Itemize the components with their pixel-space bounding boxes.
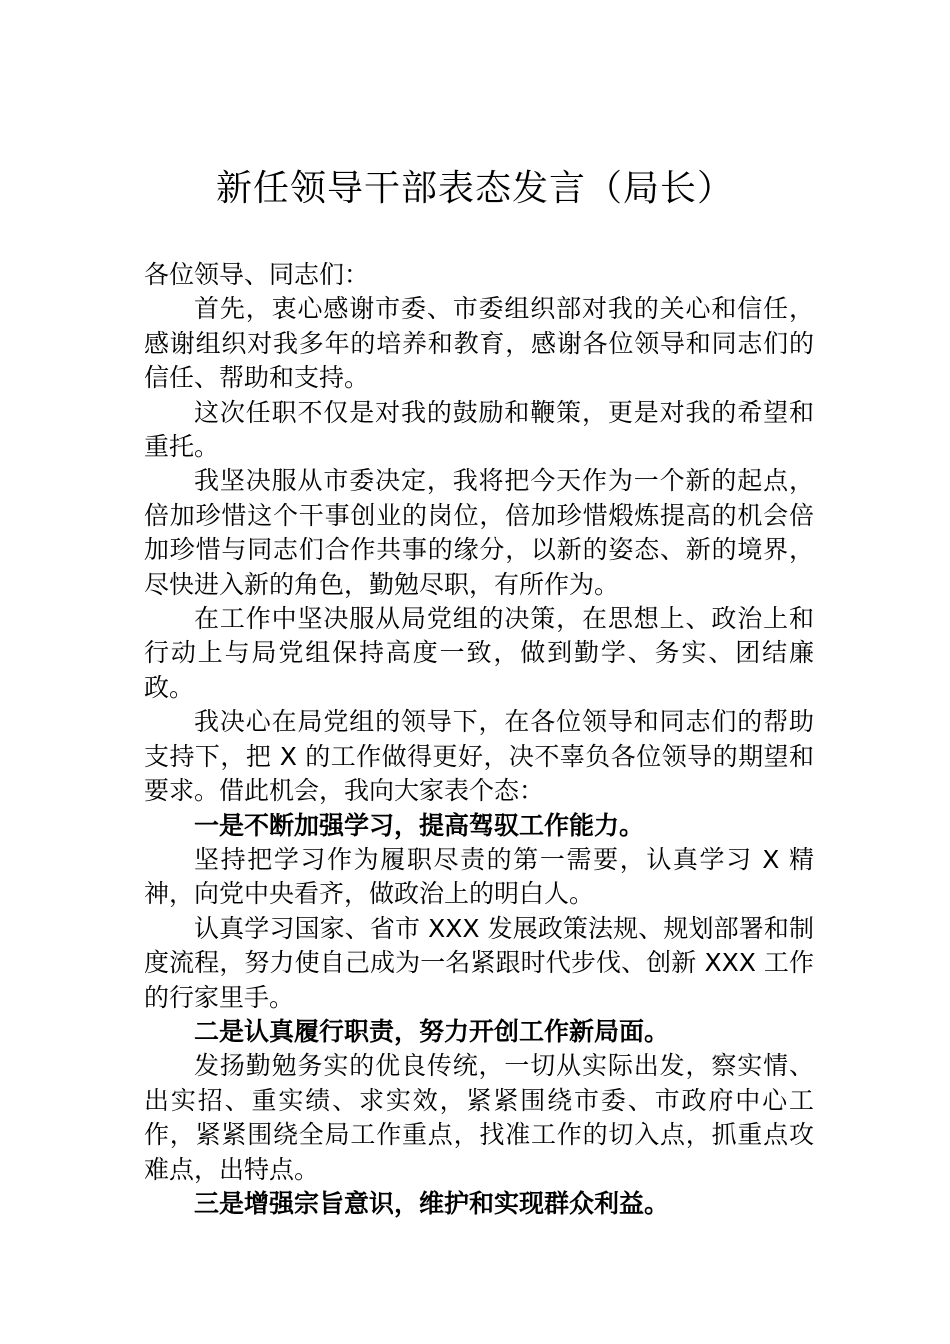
paragraph: 首先，衷心感谢市委、市委组织部对我的关心和信任，感谢组织对我多年的培养和教育，感谢各位领导和同志们的信任、帮助和支持。: [144, 294, 814, 393]
paragraph: 我坚决服从市委决定，我将把今天作为一个新的起点，倍加珍惜这个干事创业的岗位，倍加珍惜煅炼提高的机会倍加珍惜与同志们合作共事的缘分，以新的姿态、新的境界，尽快进入新的角色，勤勉尽职，有所作为。: [144, 466, 814, 599]
section-heading: 一是不断加强学习，提高驾驭工作能力。: [194, 810, 645, 840]
section-heading: 二是认真履行职责，努力开创工作新局面。: [194, 1016, 670, 1046]
paragraph: 这次任职不仅是对我的鼓励和鞭策，更是对我的希望和重托。: [144, 397, 814, 462]
section-heading: 三是增强宗旨意识，维护和实现群众利益。: [194, 1188, 670, 1218]
document-body: [144, 258, 814, 1221]
document-title: 新任领导干部表态发言（局长）: [215, 168, 734, 209]
paragraph: 发扬勤勉务实的优良传统，一切从实际出发，察实情、出实招、重实绩、求实效，紧紧围绕市委、市政府中心工作，紧紧围绕全局工作重点，找准工作的切入点，抓重点攻难点，出特点。: [144, 1051, 814, 1184]
paragraph: 坚持把学习作为履职尽责的第一需要，认真学习 X 精神，向党中央看齐，做政治上的明白人。: [144, 844, 814, 909]
paragraph: 在工作中坚决服从局党组的决策，在思想上、政治上和行动上与局党组保持高度一致，做到勤学、务实、团结廉政。: [144, 604, 814, 702]
paragraph: 认真学习国家、省市 XXX 发展政策法规、规划部署和制度流程，努力使自己成为一名紧跟时代步伐、创新 XXX 工作的行家里手。: [144, 913, 814, 1012]
paragraph: 我决心在局党组的领导下，在各位领导和同志们的帮助支持下，把 X 的工作做得更好，决不辜负各位领导的期望和要求。借此机会，我向大家表个态：: [144, 707, 814, 806]
salutation: 各位领导、同志们：: [144, 260, 370, 289]
